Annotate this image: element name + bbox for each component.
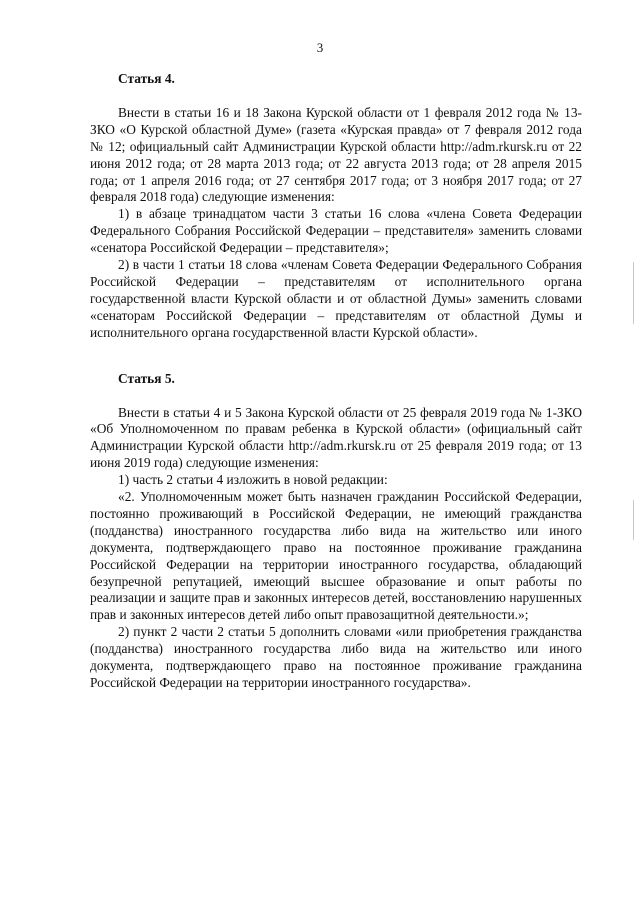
article-4 [90,71,582,342]
article-4-item-1: 1) в абзаце тринадцатом части 3 статьи 16 слова «члена Совета Федерации Федерального Собрания Российской Федерации – представителя» заменить словами «сенатора Российской Федерации – представителя»; [90,206,582,256]
article-4-item-2: 2) в части 1 статьи 18 слова «членам Совета Федерации Федерального Собрания Российской Федерации – представителям от исполнительного органа государственной власти Курской области и от областной Думы» заменить словами «сенаторам Российской Федерации – представителям от областной Думы и исполнительного органа государственной власти Курской области». [90,257,582,340]
document-body [90,71,582,692]
article-5-intro: Внести в статьи 4 и 5 Закона Курской области от 25 февраля 2019 года № 1-ЗКО «Об Уполномоченном по правам ребенка в Курской области» (официальный сайт Администрации Курской области http://adm.rkursk.ru от 25 февраля 2019 года; от 13 июня 2019 года) следующие изменения: [90,404,582,471]
scan-edge-mark [633,262,634,324]
article-5 [90,371,582,692]
article-5-item-1: 1) часть 2 статьи 4 изложить в новой редакции: [118,472,388,488]
article-4-heading: Статья 4. [118,71,175,86]
article-4-intro: Внести в статьи 16 и 18 Закона Курской области от 1 февраля 2012 года № 13-ЗКО «О Курской областной Думе» (газета «Курская правда» от 7 февраля 2012 года № 12; официальный сайт Администрации Курской области http://adm.rkursk.ru от 22 июня 2012 года; от 28 марта 2013 года; от 22 августа 2013 года; от 28 апреля 2015 года; от 1 апреля 2016 года; от 27 сентября 2017 года; от 3 ноября 2017 года; от 27 февраля 2018 года) следующие изменения: [90,104,582,205]
article-5-quote: «2. Уполномоченным может быть назначен гражданин Российской Федерации, постоянно проживающий в Российской Федерации, не имеющий гражданства (подданства) иностранного государства либо вида на жительство или иного документа, подтверждающего право на постоянное проживание гражданина Российской Федерации на территории иностранного государства, обладающий безупречной репутацией, имеющий высшее образование и опыт работы по реализации и защите прав и законных интересов детей, восстановлению нарушенных прав и законных интересов детей либо опыт правозащитной деятельности.»; [90,489,582,623]
scan-edge-mark [633,500,634,540]
article-5-heading: Статья 5. [118,370,175,386]
page-number: 3 [316,40,324,55]
article-5-item-2: 2) пункт 2 части 2 статьи 5 дополнить словами «или приобретения гражданства (подданства) иностранного государства либо вида на жительство или иного документа, подтверждающего право на постоянное проживание гражданина Российской Федерации на территории иностранного государства». [90,624,582,690]
